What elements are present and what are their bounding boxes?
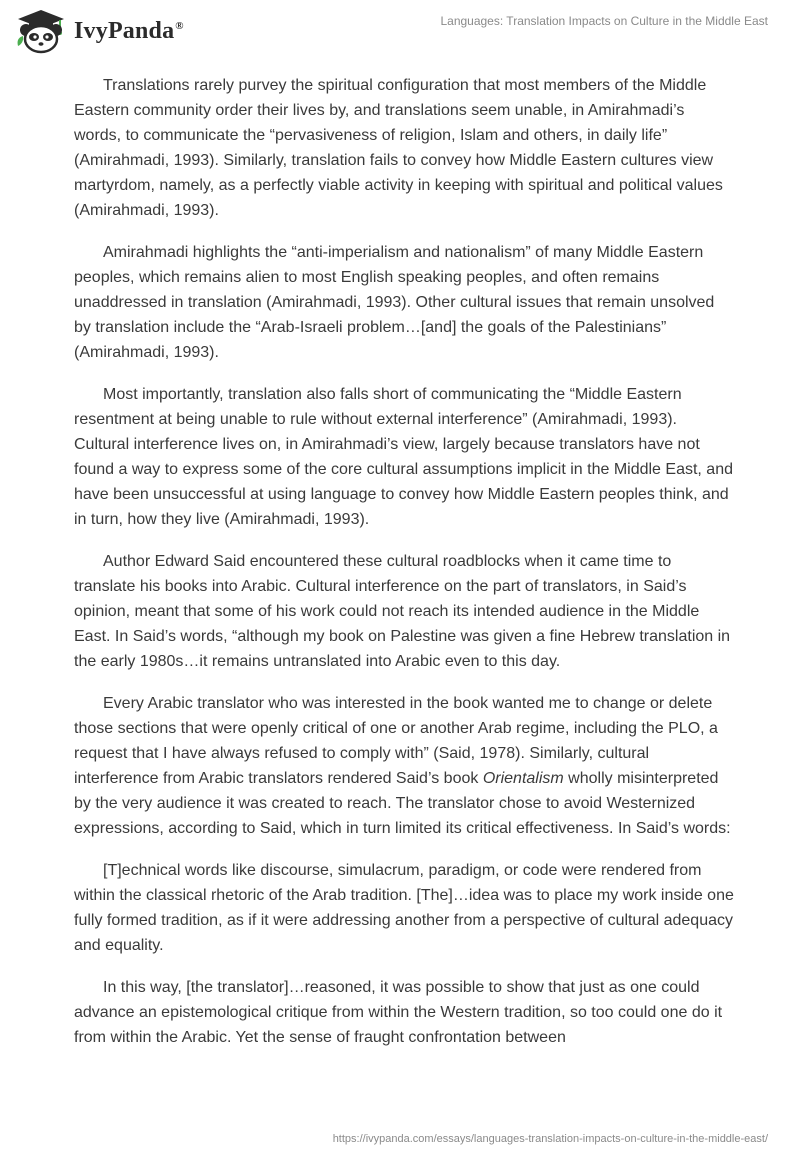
source-url-link[interactable]: https://ivypanda.com/essays/languages-translation-impacts-on-culture-in-the-middle-east/ (332, 1133, 768, 1145)
paragraph: In this way, [the translator]…reasoned, it was possible to show that just as one could advance an epistemological critique from within the Western tradition, so too could one do it from within the Arabic. Yet the sense of fraught confrontation between (74, 979, 723, 1046)
paragraph-text: Every Arabic translator who was interested in the book wanted me to change or delete those sections that were openly critical of one or another Arab regime, including the PLO, a request that I have always refused to comply with” (Said, 1978). Similarly, cultural interference from Arabic translators rendered Said’s book (74, 695, 718, 787)
paragraph: Author Edward Said encountered these cultural roadblocks when it came time to translate his books into Arabic. Cultural interference on the part of translators, in Said’s opinion, meant that some of his work could not reach its intended audience in the Middle East. In Said’s words, “although my book on Palestine was given a fine Hebrew translation in the early 1980s…it remains untranslated into Arabic even to this day. (74, 553, 731, 670)
paragraph: Most importantly, translation also falls short of communicating the “Middle Eastern resentment at being unable to rule without external interference” (Amirahmadi, 1993). Cultural interference lives on, in Amirahmadi’s view, largely because translators have not found a way to express some of the core cultural assumptions implicit in the Middle East, and have been unsuccessful at using language to convey how Middle Eastern peoples think, and in turn, how they live (Amirahmadi, 1993). (74, 386, 733, 528)
document-title: Languages: Translation Impacts on Culture in the Middle East (440, 14, 768, 28)
paragraph (74, 691, 734, 841)
book-title: Orientalism (482, 770, 564, 787)
paragraph: Translations rarely purvey the spiritual configuration that most members of the Middle Eastern community order their lives by, and translations seem unable, in Amirahmadi’s words, to communicate the “pervasiveness of religion, Islam and others, in daily life” (Amirahmadi, 1993). Similarly, translation fails to convey how Middle Eastern cultures view martyrdom, namely, as a perfectly viable activity in keeping with spiritual and political values (Amirahmadi, 1993). (74, 77, 723, 219)
essay-body (74, 73, 734, 1067)
panda-graduate-icon (14, 8, 68, 54)
paragraph: Amirahmadi highlights the “anti-imperialism and nationalism” of many Middle Eastern peoples, which remains alien to most English speaking peoples, and often remains unaddressed in translation (Amirahmadi, 1993). Other cultural issues that remain unsolved by translation include the “Arab-Israeli problem…[and] the goals of the Palestinians” (Amirahmadi, 1993). (74, 244, 715, 361)
brand-name: IvyPanda® (74, 17, 184, 44)
paragraph-text: wholly misinterpreted by the very audience it was created to reach. The translator chose to avoid Westernized expressions, according to Said, which in turn limited its critical effectiveness. In Said’s words: (74, 770, 731, 837)
block-quote: [T]echnical words like discourse, simulacrum, paradigm, or code were rendered from within the classical rhetoric of the Arab tradition. [The]…idea was to place my work inside one fully formed tradition, as if it were addressing another from a perspective of cultural adequacy and equality. (74, 862, 734, 954)
brand-logo[interactable] (14, 8, 184, 54)
